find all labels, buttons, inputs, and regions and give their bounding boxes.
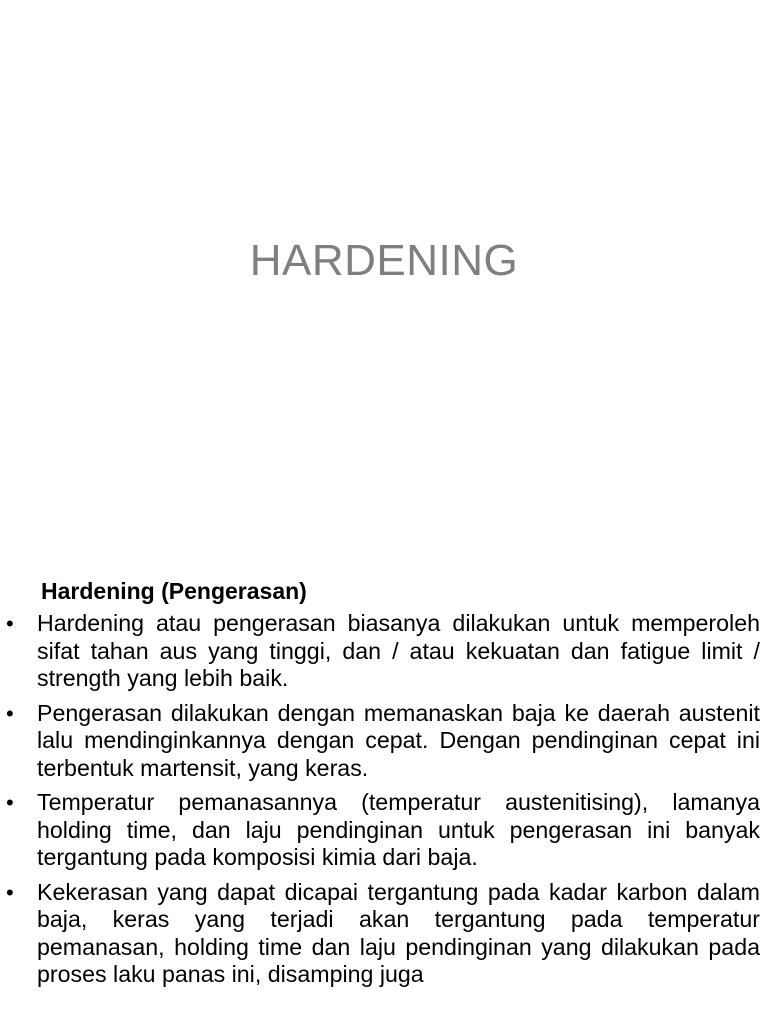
bullet-icon: • [6,700,14,726]
bullet-item [0,700,760,783]
bullet-icon: • [6,611,14,636]
bullet-text: Kekerasan yang dapat dicapai tergantung pada kadar karbon dalam baja, keras yang terjadi akan tergantung pada temperatur pemanasan, holding time dan laju pendinginan yang dilakukan pada proses laku panas ini, disamping juga [37,878,760,987]
slide-content [0,570,768,1024]
bullet-item [0,610,760,693]
bullet-icon: • [6,879,14,905]
bullet-list [0,610,768,996]
bullet-text: Pengerasan dilakukan dengan memanaskan baja ke daerah austenit lalu mendinginkannya dengan cepat. Dengan pendinginan cepat ini terbentuk martensit, yang keras. [37,699,760,781]
bullet-text: Temperatur pemanasannya (temperatur austenitising), lamanya holding time, dan laju pendinginan untuk pengerasan ini banyak tergantung pada komposisi kimia dari baja. [37,789,760,870]
bullet-item [0,879,760,989]
bullet-icon: • [6,790,14,815]
section-heading: Hardening (Pengerasan) [41,578,307,604]
slide-title: HARDENING [249,236,519,285]
bullet-item [0,789,760,872]
bullet-text: Hardening atau pengerasan biasanya dilakukan untuk memperoleh sifat tahan aus yang tinggi, dan / atau kekuatan dan fatigue limit / strength yang lebih baik. [37,610,760,691]
